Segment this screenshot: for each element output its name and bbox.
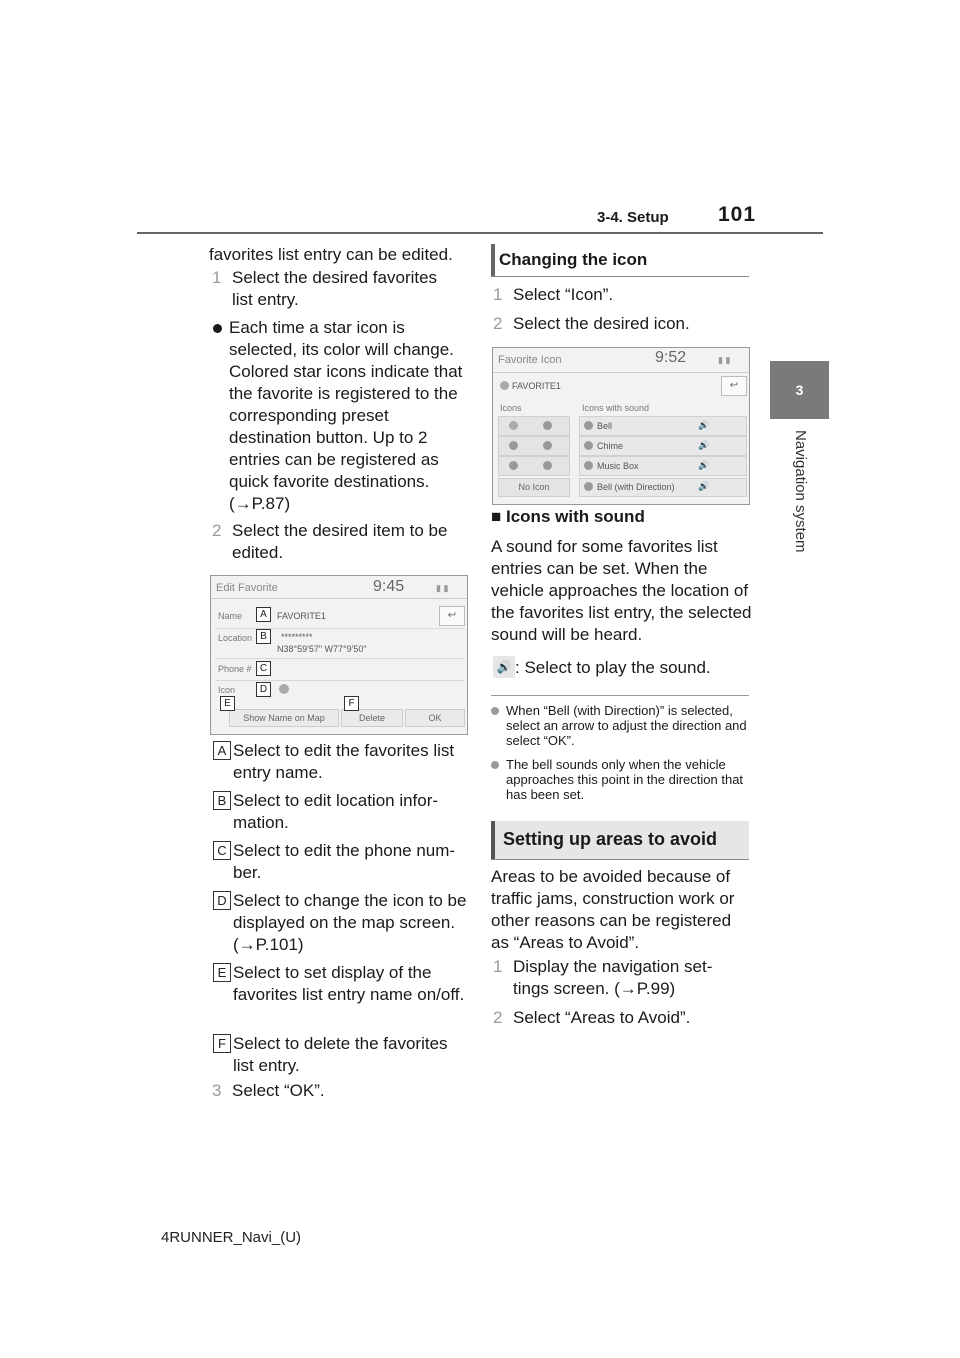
page-number: 101 (718, 203, 757, 226)
status-icons: ▮ ▮ (436, 583, 449, 593)
favorite-star-icon[interactable] (279, 684, 289, 694)
favorite-icon (500, 381, 509, 390)
back-icon[interactable]: ↩ (439, 606, 465, 626)
icon-option[interactable] (509, 441, 518, 450)
note-bullet-icon (491, 761, 499, 769)
chapter-tab: 3 (770, 361, 829, 419)
step-number: 1 (493, 285, 503, 304)
step-number: 1 (212, 268, 222, 287)
icon-option[interactable] (509, 461, 518, 470)
icons-column-label: Icons (500, 403, 522, 413)
step-text: Select the desired item to be edited. (232, 521, 448, 562)
chapter-tab-label (789, 430, 811, 570)
item-key-c: C (213, 841, 231, 860)
heading-text: Setting up areas to avoid (503, 829, 718, 849)
icons-with-sound-paragraph: A sound for some favorites list entries can be set. When the vehicle approaches the location of the favorites list entry, the selected sound will be heard. (491, 537, 752, 644)
callout-f: F (344, 696, 359, 711)
location-label: Location (218, 633, 253, 643)
step-number: 3 (212, 1081, 222, 1100)
delete-button[interactable]: Delete (341, 709, 403, 727)
icon-option[interactable] (543, 441, 552, 450)
callout-b: B (256, 629, 271, 644)
bullet-ref-link[interactable]: (→P.87) (229, 494, 291, 513)
callout-d: D (256, 682, 271, 697)
step-number: 2 (493, 1008, 503, 1027)
sound-chime[interactable]: Chime (597, 441, 624, 451)
no-icon-button[interactable]: No Icon (498, 478, 570, 497)
status-icons: ▮ ▮ (718, 355, 731, 365)
icon-label: Icon (218, 685, 236, 695)
step-text: Select the desired icon. (513, 314, 690, 333)
item-key-e: E (213, 963, 231, 982)
item-desc-d: Select to change the icon to be displayed on the map screen. (→P.101) (233, 891, 467, 954)
speaker-icon[interactable]: 🔊 (698, 481, 710, 491)
bullet-icon (213, 324, 222, 333)
footer-doc-id: 4RUNNER_Navi_(U) (161, 1229, 302, 1246)
speaker-description: : Select to play the sound. (515, 658, 711, 677)
speaker-icon[interactable]: 🔊 (698, 440, 710, 450)
item-desc-a: Select to edit the favorites list entry name. (233, 741, 455, 782)
back-icon[interactable]: ↩ (721, 376, 747, 396)
step-text: Select “Areas to Avoid”. (513, 1008, 691, 1027)
intro-text: favorites list entry can be edited. (209, 245, 453, 264)
speaker-icon[interactable]: 🔊 (698, 460, 710, 470)
heading-text: Changing the icon (499, 250, 648, 269)
subheading-icons-with-sound: ■ Icons with sound (491, 507, 645, 526)
screen-clock: 9:45 (373, 578, 405, 595)
screen-title: Favorite Icon (498, 354, 562, 366)
step-text: Display the navigation set-tings screen. (→P.99) (513, 957, 713, 998)
icons-with-sound-label: Icons with sound (582, 403, 650, 413)
icon-option[interactable] (509, 421, 518, 430)
callout-a: A (256, 607, 271, 622)
item-desc-b: Select to edit location infor-mation. (233, 791, 439, 832)
phone-label: Phone # (218, 664, 252, 674)
location-value[interactable]: ********* (281, 632, 313, 642)
icon-option[interactable] (543, 461, 552, 470)
step-number: 1 (493, 957, 503, 976)
sound-bell-direction[interactable]: Bell (with Direction) (597, 482, 675, 492)
callout-e: E (220, 696, 235, 711)
item-desc-f: Select to delete the favorites list entry. (233, 1034, 448, 1075)
areas-to-avoid-paragraph: Areas to be avoided because of traffic jams, construction work or other reasons can be registered as “Areas to Avoid”. (491, 867, 735, 952)
step-text: Select “OK”. (232, 1081, 325, 1100)
item-key-a: A (213, 741, 231, 760)
bullet-text (229, 317, 469, 515)
step-number: 2 (493, 314, 503, 333)
speaker-icon[interactable]: 🔊 (698, 420, 710, 430)
heading-areas-to-avoid (491, 821, 749, 860)
name-value[interactable]: FAVORITE1 (277, 611, 326, 621)
note-bullet-icon (491, 707, 499, 715)
callout-c: C (256, 661, 271, 676)
coordinates: N38°59'57" W77°9'50" (277, 644, 367, 654)
step-text: Select “Icon”. (513, 285, 614, 304)
item-desc-e: Select to set display of the favorites list entry name on/off. (233, 963, 465, 1004)
item-key-d: D (213, 891, 231, 910)
speaker-icon: 🔊 (493, 656, 515, 678)
notes-rule (491, 695, 749, 696)
note-text: When “Bell (with Direction)” is selected, select an arrow to adjust the direction and select “OK”. (506, 703, 747, 748)
item-key-f: F (213, 1034, 231, 1053)
name-label: Name (218, 611, 243, 621)
subheading-text: Icons with sound (506, 507, 645, 526)
icon-option[interactable] (543, 421, 552, 430)
item-desc-c: Select to edit the phone num-ber. (233, 841, 456, 882)
item-key-b: B (213, 791, 231, 810)
step-number: 2 (212, 521, 222, 540)
edit-favorite-screenshot (210, 575, 468, 735)
bullet-body: Each time a star icon is selected, its color will change. Colored star icons indicate that the favorite is registered to the corresponding preset destination button. Up to 2 entries can be registered as quick favorite destinations. (229, 318, 463, 491)
step-text: Select the desired favorites list entry. (232, 268, 438, 309)
screen-clock: 9:52 (655, 349, 687, 366)
note-text: The bell sounds only when the vehicle approaches this point in the direction that has been set. (506, 757, 744, 802)
sound-music-box[interactable]: Music Box (597, 461, 639, 471)
chapter-label-text: Navigation system (792, 430, 809, 553)
show-name-on-map-button[interactable]: Show Name on Map (229, 709, 339, 727)
heading-changing-icon (491, 244, 749, 277)
header-rule (137, 232, 823, 234)
screen-title: Edit Favorite (216, 582, 278, 594)
favorite-icon-screenshot (492, 347, 750, 505)
ok-button[interactable]: OK (405, 709, 465, 727)
entry-name: FAVORITE1 (512, 381, 561, 391)
sound-bell[interactable]: Bell (597, 421, 613, 431)
section-title: 3-4. Setup (597, 209, 669, 226)
